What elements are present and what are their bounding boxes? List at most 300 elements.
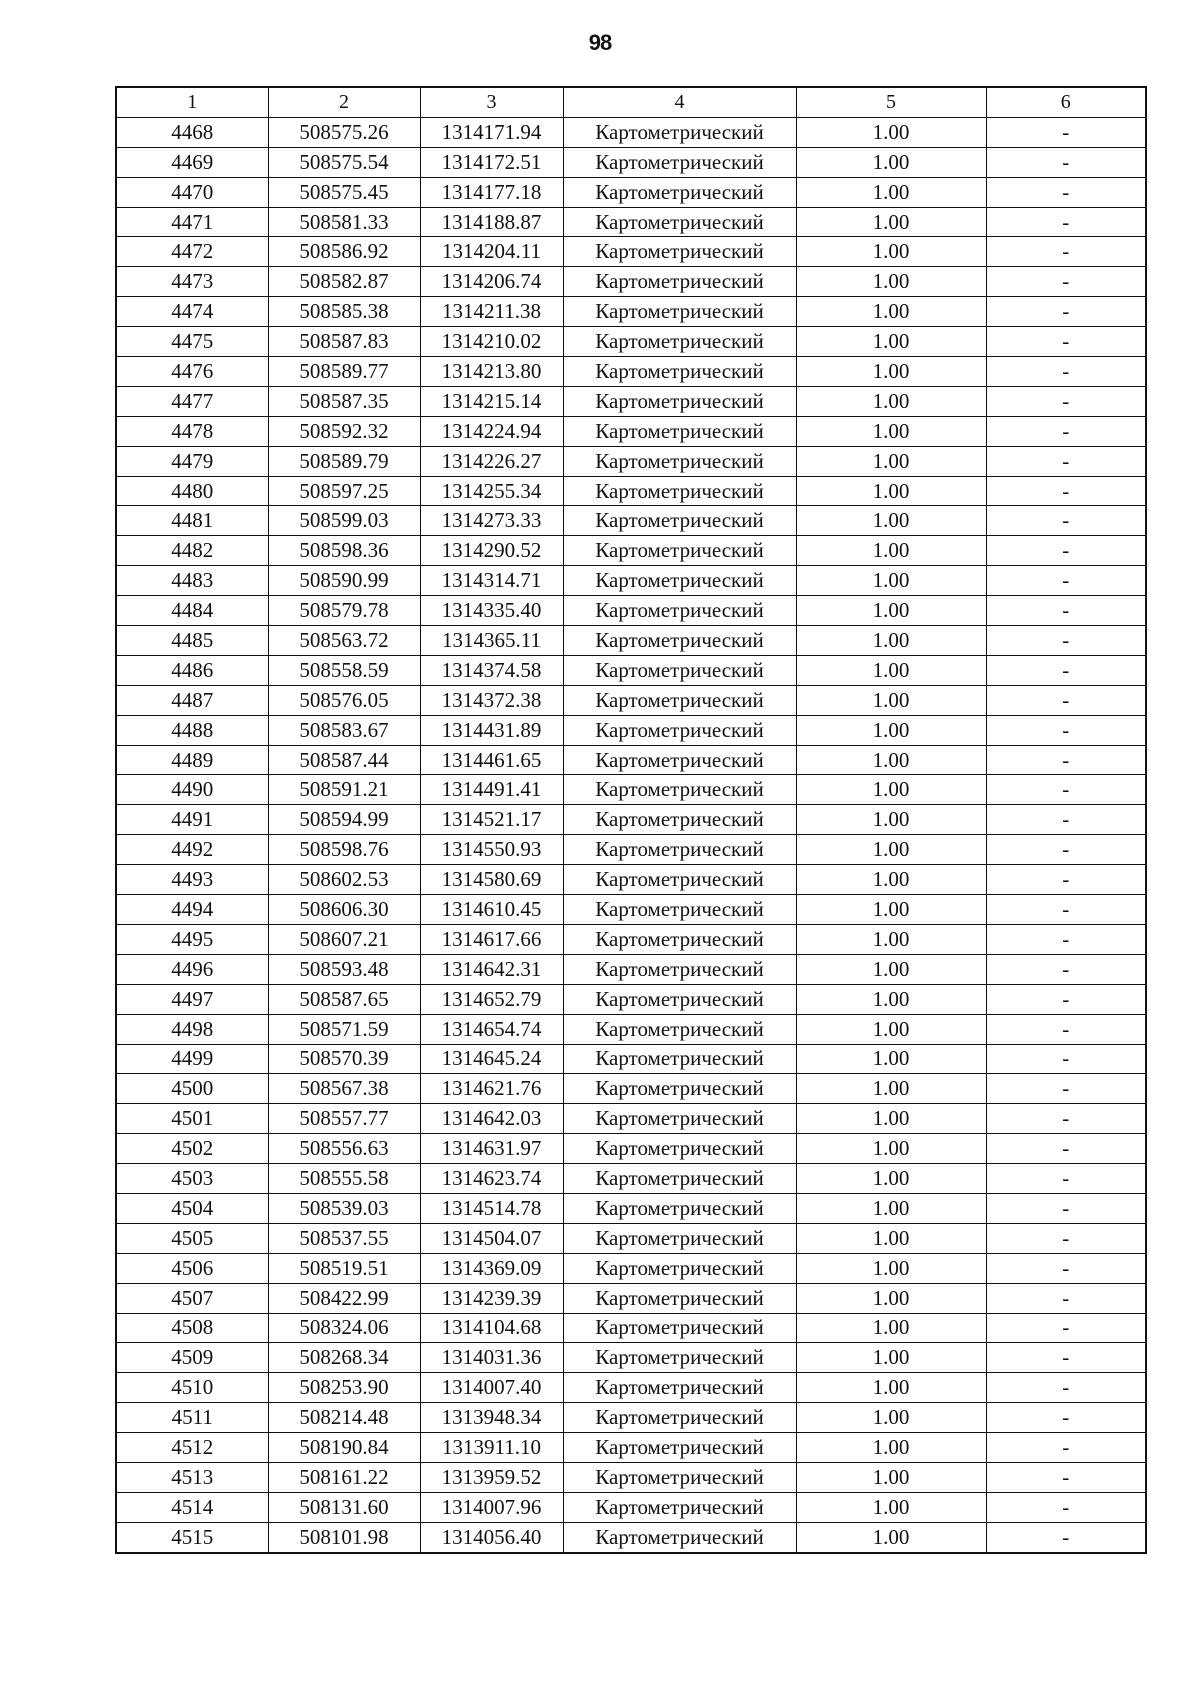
- table-row: [116, 1313, 1146, 1343]
- table-row: [116, 1074, 1146, 1104]
- point-number-cell: 4501: [116, 1104, 268, 1134]
- method-cell: Картометрический: [563, 1403, 796, 1433]
- note-cell: -: [986, 626, 1146, 656]
- method-cell: Картометрический: [563, 1223, 796, 1253]
- note-cell: -: [986, 1403, 1146, 1433]
- y-coordinate-cell: 1314204.11: [420, 237, 563, 267]
- x-coordinate-cell: 508422.99: [268, 1283, 420, 1313]
- accuracy-cell: 1.00: [796, 1074, 986, 1104]
- accuracy-cell: 1.00: [796, 566, 986, 596]
- x-coordinate-cell: 508570.39: [268, 1044, 420, 1074]
- coordinates-table: [115, 86, 1147, 1554]
- accuracy-cell: 1.00: [796, 177, 986, 207]
- note-cell: -: [986, 267, 1146, 297]
- note-cell: -: [986, 1253, 1146, 1283]
- method-cell: Картометрический: [563, 237, 796, 267]
- note-cell: -: [986, 835, 1146, 865]
- point-number-cell: 4505: [116, 1223, 268, 1253]
- y-coordinate-cell: 1314031.36: [420, 1343, 563, 1373]
- y-coordinate-cell: 1314206.74: [420, 267, 563, 297]
- point-number-cell: 4496: [116, 954, 268, 984]
- y-coordinate-cell: 1314314.71: [420, 566, 563, 596]
- point-number-cell: 4475: [116, 327, 268, 357]
- table-row: [116, 835, 1146, 865]
- y-coordinate-cell: 1314224.94: [420, 416, 563, 446]
- note-cell: -: [986, 954, 1146, 984]
- note-cell: -: [986, 1193, 1146, 1223]
- x-coordinate-cell: 508190.84: [268, 1433, 420, 1463]
- method-cell: Картометрический: [563, 1164, 796, 1194]
- y-coordinate-cell: 1314623.74: [420, 1164, 563, 1194]
- note-cell: -: [986, 177, 1146, 207]
- point-number-cell: 4471: [116, 207, 268, 237]
- accuracy-cell: 1.00: [796, 865, 986, 895]
- method-cell: Картометрический: [563, 297, 796, 327]
- point-number-cell: 4485: [116, 626, 268, 656]
- x-coordinate-cell: 508563.72: [268, 626, 420, 656]
- method-cell: Картометрический: [563, 476, 796, 506]
- y-coordinate-cell: 1314255.34: [420, 476, 563, 506]
- table-row: [116, 1522, 1146, 1552]
- note-cell: -: [986, 596, 1146, 626]
- y-coordinate-cell: 1314461.65: [420, 745, 563, 775]
- point-number-cell: 4508: [116, 1313, 268, 1343]
- x-coordinate-cell: 508324.06: [268, 1313, 420, 1343]
- method-cell: Картометрический: [563, 865, 796, 895]
- accuracy-cell: 1.00: [796, 1164, 986, 1194]
- x-coordinate-cell: 508587.35: [268, 386, 420, 416]
- x-coordinate-cell: 508575.45: [268, 177, 420, 207]
- y-coordinate-cell: 1314290.52: [420, 536, 563, 566]
- accuracy-cell: 1.00: [796, 1522, 986, 1552]
- y-coordinate-cell: 1313948.34: [420, 1403, 563, 1433]
- note-cell: -: [986, 1104, 1146, 1134]
- method-cell: Картометрический: [563, 596, 796, 626]
- y-coordinate-cell: 1314374.58: [420, 655, 563, 685]
- x-coordinate-cell: 508567.38: [268, 1074, 420, 1104]
- table-row: [116, 416, 1146, 446]
- accuracy-cell: 1.00: [796, 835, 986, 865]
- column-header: 6: [986, 87, 1146, 117]
- point-number-cell: 4506: [116, 1253, 268, 1283]
- point-number-cell: 4480: [116, 476, 268, 506]
- table-row: [116, 1223, 1146, 1253]
- x-coordinate-cell: 508268.34: [268, 1343, 420, 1373]
- table-row: [116, 237, 1146, 267]
- accuracy-cell: 1.00: [796, 954, 986, 984]
- note-cell: -: [986, 506, 1146, 536]
- point-number-cell: 4474: [116, 297, 268, 327]
- point-number-cell: 4504: [116, 1193, 268, 1223]
- accuracy-cell: 1.00: [796, 895, 986, 925]
- accuracy-cell: 1.00: [796, 327, 986, 357]
- y-coordinate-cell: 1314654.74: [420, 1014, 563, 1044]
- note-cell: -: [986, 1223, 1146, 1253]
- table-row: [116, 1283, 1146, 1313]
- accuracy-cell: 1.00: [796, 626, 986, 656]
- table-row: [116, 357, 1146, 387]
- x-coordinate-cell: 508575.54: [268, 147, 420, 177]
- accuracy-cell: 1.00: [796, 1403, 986, 1433]
- method-cell: Картометрический: [563, 386, 796, 416]
- accuracy-cell: 1.00: [796, 685, 986, 715]
- method-cell: Картометрический: [563, 626, 796, 656]
- table-row: [116, 1134, 1146, 1164]
- note-cell: -: [986, 1044, 1146, 1074]
- y-coordinate-cell: 1314610.45: [420, 895, 563, 925]
- point-number-cell: 4497: [116, 984, 268, 1014]
- y-coordinate-cell: 1314211.38: [420, 297, 563, 327]
- table-row: [116, 596, 1146, 626]
- point-number-cell: 4514: [116, 1492, 268, 1522]
- method-cell: Картометрический: [563, 655, 796, 685]
- y-coordinate-cell: 1314007.96: [420, 1492, 563, 1522]
- x-coordinate-cell: 508587.65: [268, 984, 420, 1014]
- y-coordinate-cell: 1314007.40: [420, 1373, 563, 1403]
- note-cell: -: [986, 1522, 1146, 1552]
- accuracy-cell: 1.00: [796, 416, 986, 446]
- table-row: [116, 1492, 1146, 1522]
- accuracy-cell: 1.00: [796, 386, 986, 416]
- accuracy-cell: 1.00: [796, 1283, 986, 1313]
- table-row: [116, 626, 1146, 656]
- table-row: [116, 147, 1146, 177]
- note-cell: -: [986, 476, 1146, 506]
- point-number-cell: 4512: [116, 1433, 268, 1463]
- y-coordinate-cell: 1314273.33: [420, 506, 563, 536]
- accuracy-cell: 1.00: [796, 1044, 986, 1074]
- note-cell: -: [986, 805, 1146, 835]
- point-number-cell: 4491: [116, 805, 268, 835]
- table-row: [116, 1253, 1146, 1283]
- accuracy-cell: 1.00: [796, 237, 986, 267]
- y-coordinate-cell: 1314617.66: [420, 924, 563, 954]
- x-coordinate-cell: 508101.98: [268, 1522, 420, 1552]
- x-coordinate-cell: 508586.92: [268, 237, 420, 267]
- table-row: [116, 715, 1146, 745]
- accuracy-cell: 1.00: [796, 506, 986, 536]
- table-row: [116, 1104, 1146, 1134]
- x-coordinate-cell: 508589.77: [268, 357, 420, 387]
- point-number-cell: 4470: [116, 177, 268, 207]
- accuracy-cell: 1.00: [796, 1193, 986, 1223]
- note-cell: -: [986, 147, 1146, 177]
- table-row: [116, 1014, 1146, 1044]
- x-coordinate-cell: 508587.83: [268, 327, 420, 357]
- accuracy-cell: 1.00: [796, 476, 986, 506]
- point-number-cell: 4481: [116, 506, 268, 536]
- column-header: 2: [268, 87, 420, 117]
- table-row: [116, 476, 1146, 506]
- x-coordinate-cell: 508214.48: [268, 1403, 420, 1433]
- y-coordinate-cell: 1314504.07: [420, 1223, 563, 1253]
- note-cell: -: [986, 386, 1146, 416]
- table-row: [116, 446, 1146, 476]
- method-cell: Картометрический: [563, 566, 796, 596]
- point-number-cell: 4509: [116, 1343, 268, 1373]
- method-cell: Картометрический: [563, 685, 796, 715]
- note-cell: -: [986, 536, 1146, 566]
- note-cell: -: [986, 745, 1146, 775]
- y-coordinate-cell: 1314372.38: [420, 685, 563, 715]
- method-cell: Картометрический: [563, 805, 796, 835]
- x-coordinate-cell: 508607.21: [268, 924, 420, 954]
- note-cell: -: [986, 655, 1146, 685]
- x-coordinate-cell: 508131.60: [268, 1492, 420, 1522]
- method-cell: Картометрический: [563, 446, 796, 476]
- point-number-cell: 4477: [116, 386, 268, 416]
- method-cell: Картометрический: [563, 357, 796, 387]
- method-cell: Картометрический: [563, 924, 796, 954]
- accuracy-cell: 1.00: [796, 1313, 986, 1343]
- y-coordinate-cell: 1313911.10: [420, 1433, 563, 1463]
- method-cell: Картометрический: [563, 954, 796, 984]
- note-cell: -: [986, 924, 1146, 954]
- table-row: [116, 1462, 1146, 1492]
- method-cell: Картометрический: [563, 984, 796, 1014]
- x-coordinate-cell: 508161.22: [268, 1462, 420, 1492]
- y-coordinate-cell: 1314521.17: [420, 805, 563, 835]
- note-cell: -: [986, 357, 1146, 387]
- table-row: [116, 1044, 1146, 1074]
- accuracy-cell: 1.00: [796, 446, 986, 476]
- note-cell: -: [986, 297, 1146, 327]
- point-number-cell: 4469: [116, 147, 268, 177]
- note-cell: -: [986, 1492, 1146, 1522]
- note-cell: -: [986, 865, 1146, 895]
- note-cell: -: [986, 416, 1146, 446]
- note-cell: -: [986, 1462, 1146, 1492]
- table-row: [116, 775, 1146, 805]
- table-row: [116, 865, 1146, 895]
- y-coordinate-cell: 1314621.76: [420, 1074, 563, 1104]
- accuracy-cell: 1.00: [796, 1134, 986, 1164]
- point-number-cell: 4510: [116, 1373, 268, 1403]
- x-coordinate-cell: 508575.26: [268, 117, 420, 147]
- method-cell: Картометрический: [563, 775, 796, 805]
- table-row: [116, 655, 1146, 685]
- point-number-cell: 4489: [116, 745, 268, 775]
- column-header: 1: [116, 87, 268, 117]
- table-row: [116, 536, 1146, 566]
- accuracy-cell: 1.00: [796, 117, 986, 147]
- x-coordinate-cell: 508583.67: [268, 715, 420, 745]
- method-cell: Картометрический: [563, 1492, 796, 1522]
- y-coordinate-cell: 1313959.52: [420, 1462, 563, 1492]
- accuracy-cell: 1.00: [796, 655, 986, 685]
- note-cell: -: [986, 566, 1146, 596]
- x-coordinate-cell: 508557.77: [268, 1104, 420, 1134]
- point-number-cell: 4490: [116, 775, 268, 805]
- table-row: [116, 1164, 1146, 1194]
- method-cell: Картометрический: [563, 207, 796, 237]
- x-coordinate-cell: 508606.30: [268, 895, 420, 925]
- x-coordinate-cell: 508594.99: [268, 805, 420, 835]
- table-row: [116, 1433, 1146, 1463]
- note-cell: -: [986, 1373, 1146, 1403]
- point-number-cell: 4500: [116, 1074, 268, 1104]
- x-coordinate-cell: 508590.99: [268, 566, 420, 596]
- x-coordinate-cell: 508576.05: [268, 685, 420, 715]
- accuracy-cell: 1.00: [796, 357, 986, 387]
- point-number-cell: 4499: [116, 1044, 268, 1074]
- table-row: [116, 895, 1146, 925]
- method-cell: Картометрический: [563, 117, 796, 147]
- x-coordinate-cell: 508589.79: [268, 446, 420, 476]
- note-cell: -: [986, 1134, 1146, 1164]
- method-cell: Картометрический: [563, 1343, 796, 1373]
- page-number: 98: [588, 30, 612, 55]
- method-cell: Картометрический: [563, 1104, 796, 1134]
- accuracy-cell: 1.00: [796, 536, 986, 566]
- table-row: [116, 805, 1146, 835]
- table-row: [116, 1193, 1146, 1223]
- method-cell: Картометрический: [563, 1462, 796, 1492]
- method-cell: Картометрический: [563, 327, 796, 357]
- accuracy-cell: 1.00: [796, 1104, 986, 1134]
- table-row: [116, 297, 1146, 327]
- accuracy-cell: 1.00: [796, 1492, 986, 1522]
- point-number-cell: 4486: [116, 655, 268, 685]
- accuracy-cell: 1.00: [796, 207, 986, 237]
- point-number-cell: 4494: [116, 895, 268, 925]
- note-cell: -: [986, 1283, 1146, 1313]
- point-number-cell: 4478: [116, 416, 268, 446]
- column-header: 4: [563, 87, 796, 117]
- point-number-cell: 4472: [116, 237, 268, 267]
- x-coordinate-cell: 508599.03: [268, 506, 420, 536]
- point-number-cell: 4473: [116, 267, 268, 297]
- method-cell: Картометрический: [563, 715, 796, 745]
- y-coordinate-cell: 1314645.24: [420, 1044, 563, 1074]
- method-cell: Картометрический: [563, 1014, 796, 1044]
- method-cell: Картометрический: [563, 1373, 796, 1403]
- method-cell: Картометрический: [563, 1193, 796, 1223]
- method-cell: Картометрический: [563, 536, 796, 566]
- x-coordinate-cell: 508253.90: [268, 1373, 420, 1403]
- x-coordinate-cell: 508519.51: [268, 1253, 420, 1283]
- y-coordinate-cell: 1314550.93: [420, 835, 563, 865]
- accuracy-cell: 1.00: [796, 805, 986, 835]
- note-cell: -: [986, 775, 1146, 805]
- table-row: [116, 685, 1146, 715]
- x-coordinate-cell: 508593.48: [268, 954, 420, 984]
- y-coordinate-cell: 1314431.89: [420, 715, 563, 745]
- method-cell: Картометрический: [563, 416, 796, 446]
- method-cell: Картометрический: [563, 1253, 796, 1283]
- method-cell: Картометрический: [563, 267, 796, 297]
- table-row: [116, 386, 1146, 416]
- note-cell: -: [986, 1433, 1146, 1463]
- table-row: [116, 1403, 1146, 1433]
- method-cell: Картометрический: [563, 1283, 796, 1313]
- x-coordinate-cell: 508582.87: [268, 267, 420, 297]
- accuracy-cell: 1.00: [796, 1223, 986, 1253]
- x-coordinate-cell: 508581.33: [268, 207, 420, 237]
- accuracy-cell: 1.00: [796, 1253, 986, 1283]
- x-coordinate-cell: 508539.03: [268, 1193, 420, 1223]
- y-coordinate-cell: 1314226.27: [420, 446, 563, 476]
- method-cell: Картометрический: [563, 1134, 796, 1164]
- table-body: [116, 117, 1146, 1552]
- x-coordinate-cell: 508585.38: [268, 297, 420, 327]
- x-coordinate-cell: 508537.55: [268, 1223, 420, 1253]
- point-number-cell: 4502: [116, 1134, 268, 1164]
- accuracy-cell: 1.00: [796, 775, 986, 805]
- y-coordinate-cell: 1314642.31: [420, 954, 563, 984]
- point-number-cell: 4495: [116, 924, 268, 954]
- point-number-cell: 4482: [116, 536, 268, 566]
- table-row: [116, 924, 1146, 954]
- note-cell: -: [986, 1343, 1146, 1373]
- note-cell: -: [986, 446, 1146, 476]
- accuracy-cell: 1.00: [796, 924, 986, 954]
- table-row: [116, 954, 1146, 984]
- accuracy-cell: 1.00: [796, 297, 986, 327]
- note-cell: -: [986, 1014, 1146, 1044]
- y-coordinate-cell: 1314631.97: [420, 1134, 563, 1164]
- note-cell: -: [986, 895, 1146, 925]
- x-coordinate-cell: 508592.32: [268, 416, 420, 446]
- y-coordinate-cell: 1314514.78: [420, 1193, 563, 1223]
- y-coordinate-cell: 1314056.40: [420, 1522, 563, 1552]
- point-number-cell: 4488: [116, 715, 268, 745]
- point-number-cell: 4484: [116, 596, 268, 626]
- note-cell: -: [986, 237, 1146, 267]
- point-number-cell: 4511: [116, 1403, 268, 1433]
- x-coordinate-cell: 508598.36: [268, 536, 420, 566]
- accuracy-cell: 1.00: [796, 1014, 986, 1044]
- point-number-cell: 4493: [116, 865, 268, 895]
- method-cell: Картометрический: [563, 1313, 796, 1343]
- y-coordinate-cell: 1314652.79: [420, 984, 563, 1014]
- y-coordinate-cell: 1314642.03: [420, 1104, 563, 1134]
- method-cell: Картометрический: [563, 1522, 796, 1552]
- point-number-cell: 4468: [116, 117, 268, 147]
- point-number-cell: 4507: [116, 1283, 268, 1313]
- note-cell: -: [986, 715, 1146, 745]
- y-coordinate-cell: 1314239.39: [420, 1283, 563, 1313]
- y-coordinate-cell: 1314215.14: [420, 386, 563, 416]
- table-row: [116, 1343, 1146, 1373]
- accuracy-cell: 1.00: [796, 147, 986, 177]
- method-cell: Картометрический: [563, 745, 796, 775]
- point-number-cell: 4503: [116, 1164, 268, 1194]
- y-coordinate-cell: 1314213.80: [420, 357, 563, 387]
- point-number-cell: 4492: [116, 835, 268, 865]
- note-cell: -: [986, 685, 1146, 715]
- x-coordinate-cell: 508571.59: [268, 1014, 420, 1044]
- note-cell: -: [986, 207, 1146, 237]
- table-row: [116, 984, 1146, 1014]
- accuracy-cell: 1.00: [796, 267, 986, 297]
- table-row: [116, 207, 1146, 237]
- y-coordinate-cell: 1314188.87: [420, 207, 563, 237]
- accuracy-cell: 1.00: [796, 984, 986, 1014]
- point-number-cell: 4487: [116, 685, 268, 715]
- table-row: [116, 327, 1146, 357]
- table-row: [116, 1373, 1146, 1403]
- table-row: [116, 745, 1146, 775]
- x-coordinate-cell: 508556.63: [268, 1134, 420, 1164]
- note-cell: -: [986, 327, 1146, 357]
- y-coordinate-cell: 1314365.11: [420, 626, 563, 656]
- table-header-row: [116, 87, 1146, 117]
- table-row: [116, 267, 1146, 297]
- x-coordinate-cell: 508597.25: [268, 476, 420, 506]
- x-coordinate-cell: 508558.59: [268, 655, 420, 685]
- method-cell: Картометрический: [563, 147, 796, 177]
